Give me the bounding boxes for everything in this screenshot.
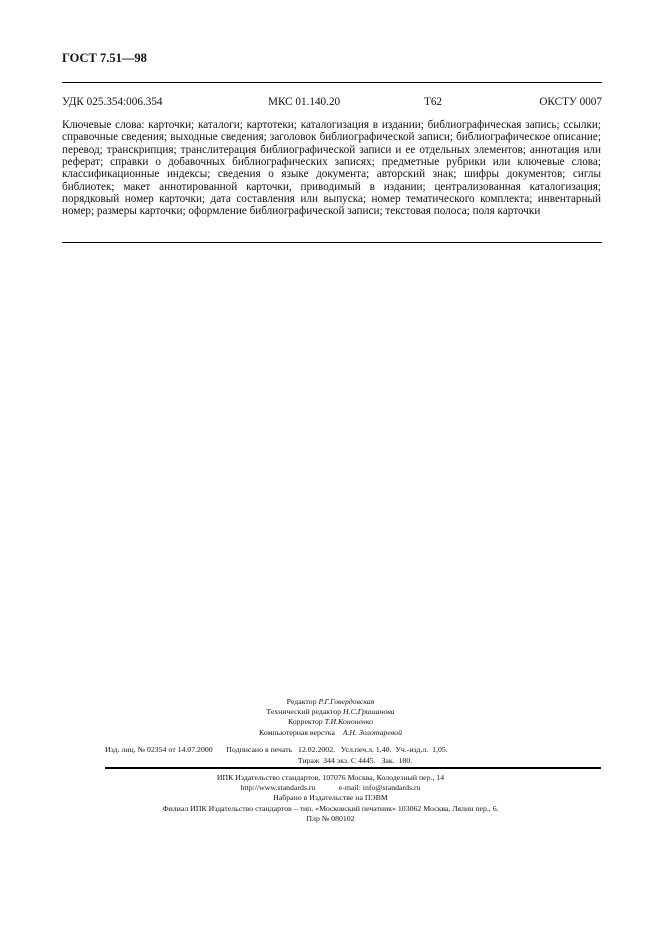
keywords-paragraph: Ключевые слова: карточки; каталоги; картотеки; каталогизация в издании; библиографическая запись; ссылки; справочные сведения; выходные сведения; заголовок библиографической записи; библиографическое описание; перевод; транскрипция; транслитерация библиографической записи и ее отдельных элементов; аннотация или реферат; справки о добавочных библиографических записях; предметные рубрики или ключевые слова; классификационные индексы; сведения о языке документа; авторский знак; шифры документов; сиглы библиотек; макет аннотированной карточки, приводимый в издании; централизованная каталогизация; порядковый номер карточки; дата составления или выпуска; номер тематического комплекта; инвентарный номер; размеры карточки; оформление библиографической записи; текстовая полоса; поля карточки: [62, 119, 601, 218]
header-divider: [62, 82, 602, 83]
signed-date: Подписано в печать 12.02.2002.: [226, 745, 336, 754]
imprint-block: [0, 773, 661, 824]
credit-editor: Редактор Р.Г.Говердовская: [286, 697, 375, 706]
publisher-address: ИПК Издательство стандартов, 107076 Москва, Колодезный пер., 14: [216, 773, 445, 782]
publication-info: [105, 745, 605, 766]
classification-row: [62, 96, 602, 110]
website-link[interactable]: http://www.standards.ru: [240, 783, 316, 793]
plr-number: Плр № 080102: [306, 813, 355, 823]
credit-tech-editor: Технический редактор Н.С.Гришанова: [266, 707, 395, 717]
branch-address: Филиал ИПК Издательство стандартов – тип. «Московский печатник» 103062 Москва, Лялин пер., 6.: [162, 803, 499, 813]
group-code: Т62: [424, 96, 443, 108]
license: Изд. лиц. № 02354 от 14.07.2000: [105, 745, 213, 754]
email-link[interactable]: e-mail: info@standards.ru: [338, 783, 421, 793]
print-sheets: Усл.печ.л. 1,40.: [340, 745, 392, 754]
okstu-code: ОКСТУ 0007: [539, 96, 602, 108]
credit-layout: Компьютерная верстка А.Н. Золотаревой: [259, 727, 402, 737]
credits-block: [0, 697, 661, 738]
edit-sheets: Уч.-изд.л. 1,05.: [395, 745, 448, 754]
typeset-note: Набрано в Издательстве на ПЭВМ: [273, 793, 388, 803]
document-id: ГОСТ 7.51—98: [62, 51, 147, 65]
credit-proofreader: Корректор Т.И.Кононенко: [287, 717, 374, 727]
circulation: Тираж 344 экз. С 4445. Зак. 180.: [297, 755, 413, 765]
mks-code: МКС 01.140.20: [268, 96, 341, 108]
keywords-divider: [62, 242, 602, 243]
imprint-divider: [105, 767, 601, 769]
udk-code: УДК 025.354:006.354: [62, 96, 163, 108]
